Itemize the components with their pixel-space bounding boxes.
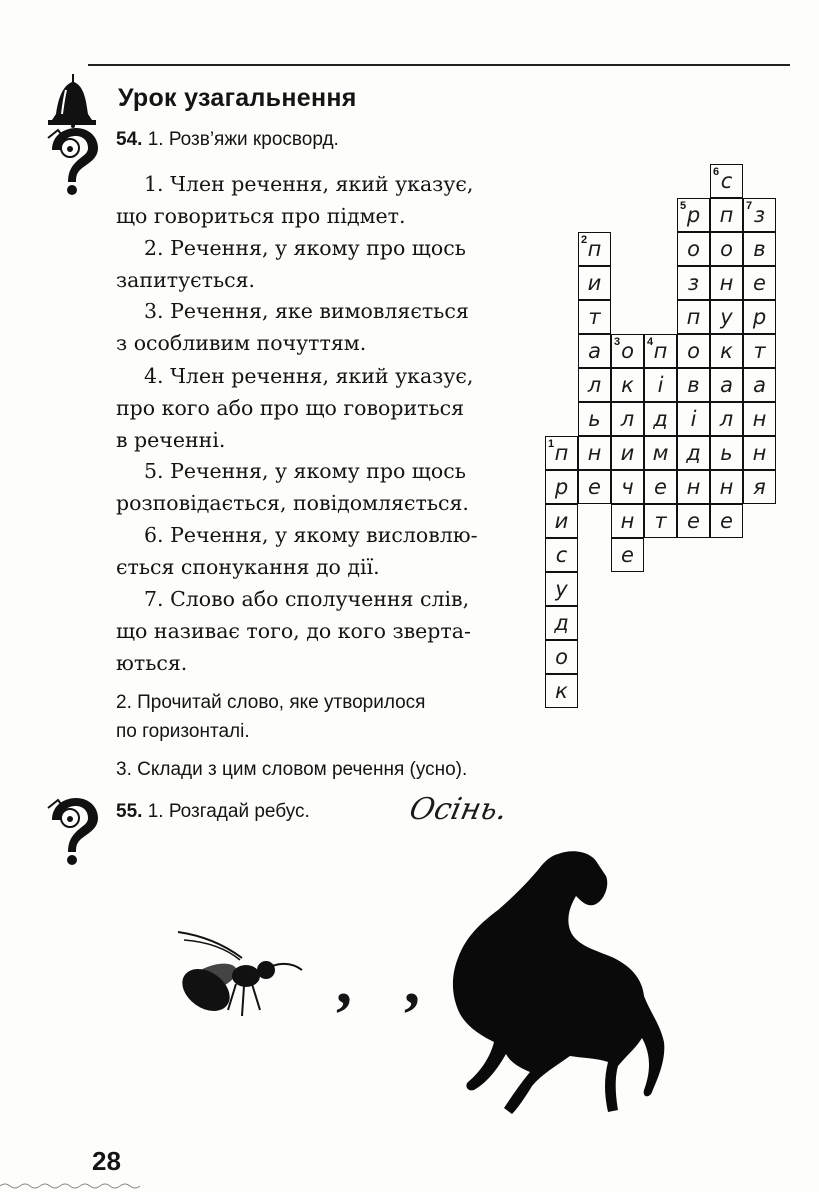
crossword-letter: з — [753, 203, 766, 227]
crossword-clue-number: 1 — [548, 438, 555, 450]
step-2: 2. Прочитай слово, яке утворилося по горизонталі. — [116, 692, 426, 742]
crossword-letter: л — [620, 407, 635, 431]
crossword-letter: а — [753, 373, 766, 397]
question-2: 2. Речення, у якому про щось запитується. — [116, 236, 466, 292]
crossword-clue-number: 5 — [680, 200, 687, 212]
question-4: 4. Член речення, який указує, про кого або про що говориться в реченні. — [116, 364, 474, 452]
crossword-letter: м — [652, 441, 669, 465]
crossword-clue-number: 2 — [581, 234, 588, 246]
rebus-comma: , — [404, 946, 420, 1017]
crossword-clue-number: 4 — [647, 336, 654, 348]
crossword-letter: н — [752, 441, 767, 465]
crossword-letter: і — [657, 373, 664, 397]
crossword-letter: н — [686, 475, 701, 499]
crossword-clue-number: 3 — [614, 336, 621, 348]
crossword-letter: л — [719, 407, 734, 431]
task-number: 54. — [116, 129, 143, 150]
crossword-letter: е — [621, 543, 634, 567]
crossword-letter: п — [554, 441, 569, 465]
crossword-letter: р — [686, 203, 701, 227]
crossword-letter: т — [753, 339, 766, 363]
crossword-letter: и — [587, 271, 602, 295]
crossword-letter: д — [686, 441, 701, 465]
crossword-letter: ь — [588, 407, 601, 431]
crossword-letter: е — [720, 509, 733, 533]
step-3: 3. Склади з цим словом речення (усно). — [116, 759, 468, 780]
question-1: 1. Член речення, який указує, що говориться про підмет. — [116, 172, 474, 228]
crossword-letter: п — [653, 339, 668, 363]
lesson-title: Урок узагальнення — [118, 84, 357, 112]
crossword-letter: р — [752, 305, 767, 329]
crossword-letter: п — [686, 305, 701, 329]
crossword-letter: в — [687, 373, 700, 397]
crossword-letter: н — [620, 509, 635, 533]
crossword-letter: е — [654, 475, 667, 499]
crossword-letter: е — [588, 475, 601, 499]
crossword-letter: а — [720, 373, 733, 397]
crossword-letter: и — [620, 441, 635, 465]
crossword-letter: п — [587, 237, 602, 261]
crossword-letter: я — [753, 475, 766, 499]
crossword-letter: в — [753, 237, 766, 261]
crossword-letter: н — [719, 271, 734, 295]
crossword-letter: н — [752, 407, 767, 431]
crossword-letter: і — [690, 407, 697, 431]
crossword-letter: д — [554, 611, 569, 635]
crossword-letter: д — [653, 407, 668, 431]
crossword-letter: з — [687, 271, 700, 295]
question-5: 5. Речення, у якому про щось розповідається, повідомляється. — [116, 459, 469, 515]
crossword-letter: о — [621, 339, 634, 363]
crossword-letter: к — [720, 339, 733, 363]
task-instruction: 1. Розгадай ребус. — [147, 801, 310, 822]
question-6: 6. Речення, у якому висловлю- ється спонукання до дії. — [116, 523, 478, 579]
crossword-letter: у — [555, 577, 568, 601]
crossword-letter: е — [687, 509, 700, 533]
question-mark-icon — [42, 796, 104, 866]
task-instruction: 1. Розв’яжи кросворд. — [147, 129, 339, 150]
crossword-letter: о — [555, 645, 568, 669]
crossword-letter: п — [719, 203, 734, 227]
horse-image — [446, 846, 686, 1118]
crossword-letter: л — [587, 373, 602, 397]
crossword-letter: о — [720, 237, 733, 261]
crossword-letter: т — [654, 509, 667, 533]
question-3: 3. Речення, яке вимовляється з особливим почуттям. — [116, 299, 469, 355]
crossword-letter: и — [554, 509, 569, 533]
wasp-image — [176, 926, 306, 1026]
crossword-letter: с — [555, 543, 568, 567]
crossword-letter: ч — [621, 475, 634, 499]
crossword-clue-number: 7 — [746, 200, 753, 212]
crossword-letter: н — [719, 475, 734, 499]
crossword-letter: т — [588, 305, 601, 329]
question-7: 7. Слово або сполучення слів, що називає того, до кого зверта- ються. — [116, 587, 471, 675]
crossword-letter: ь — [720, 441, 733, 465]
task-number: 55. — [116, 801, 143, 822]
page-number: 28 — [92, 1146, 121, 1176]
crossword-letter: с — [720, 169, 733, 193]
crossword-letter: к — [555, 679, 568, 703]
handwritten-answer: Осінь. — [406, 792, 511, 827]
crossword-letter: н — [587, 441, 602, 465]
bottom-wavy-line — [0, 1180, 140, 1190]
crossword-letter: а — [588, 339, 601, 363]
crossword-clue-number: 6 — [713, 166, 720, 178]
crossword-letter: к — [621, 373, 634, 397]
rebus-comma: , — [336, 946, 352, 1017]
crossword-letter: о — [687, 237, 700, 261]
crossword-letter: о — [687, 339, 700, 363]
task-55-heading — [116, 801, 310, 823]
crossword-letter: р — [554, 475, 569, 499]
crossword-letter: у — [720, 305, 733, 329]
crossword-letter: е — [753, 271, 766, 295]
